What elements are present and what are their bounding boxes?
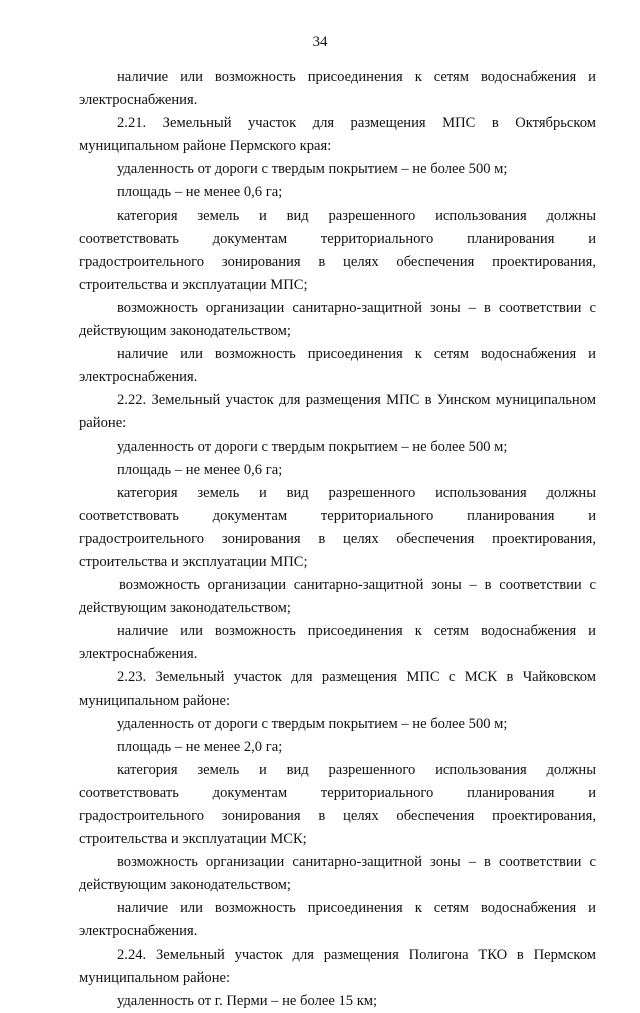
paragraph-sanitary-zone: возможность организации санитарно-защитной зоны – в соответствии с действующим законодательством; <box>79 854 596 894</box>
paragraph-road-distance: удаленность от дороги с твердым покрытием – не более 500 м; <box>117 161 508 178</box>
section-heading-2-21: 2.21. Земельный участок для размещения МПС в Октябрьском муниципальном районе Пермского края: <box>79 115 596 155</box>
section-heading-2-22: 2.22. Земельный участок для размещения МПС в Уинском муниципальном районе: <box>79 392 596 432</box>
section-heading-2-24: 2.24. Земельный участок для размещения Полигона ТКО в Пермском муниципальном районе: <box>79 946 596 986</box>
paragraph-water-power-connection: наличие или возможность присоединения к сетям водоснабжения и электроснабжения. <box>79 69 596 109</box>
paragraph-land-category: категория земель и вид разрешенного использования должны соответствовать документам территориального планирования и градостроительного зонирования в целях обеспечения проектирования, строительства и эксплуатации МПС; <box>79 484 596 570</box>
paragraph-sanitary-zone: возможность организации санитарно-защитной зоны – в соответствии с действующим законодательством; <box>79 577 596 617</box>
paragraph-water-power-connection: наличие или возможность присоединения к сетям водоснабжения и электроснабжения. <box>79 346 596 386</box>
paragraph-area: площадь – не менее 0,6 га; <box>117 461 283 478</box>
section-heading-2-23: 2.23. Земельный участок для размещения МПС с МСК в Чайковском муниципальном районе: <box>79 669 596 709</box>
paragraph-land-category: категория земель и вид разрешенного использования должны соответствовать документам территориального планирования и градостроительного зонирования в целях обеспечения проектирования, строительства и эксплуатации МСК; <box>79 761 596 848</box>
paragraph-sanitary-zone: возможность организации санитарно-защитной зоны – в соответствии с действующим законодательством; <box>79 299 596 340</box>
page-number: 34 <box>312 34 328 50</box>
paragraph-area: площадь – не менее 2,0 га; <box>117 738 283 755</box>
paragraph-land-category: категория земель и вид разрешенного использования должны соответствовать документам территориального планирования и градостроительного зонирования в целях обеспечения проектирования, строительства и эксплуатации МПС; <box>79 207 596 293</box>
document-body <box>79 66 596 1013</box>
paragraph-water-power-connection: наличие или возможность присоединения к сетям водоснабжения и электроснабжения. <box>79 623 596 663</box>
paragraph-road-distance: удаленность от дороги с твердым покрытием – не более 500 м; <box>117 715 508 732</box>
paragraph-area: площадь – не менее 0,6 га; <box>117 184 283 201</box>
paragraph-road-distance: удаленность от дороги с твердым покрытием – не более 500 м; <box>117 438 508 455</box>
paragraph-city-distance: удаленность от г. Перми – не более 15 км; <box>117 992 378 1009</box>
paragraph-water-power-connection: наличие или возможность присоединения к сетям водоснабжения и электроснабжения. <box>79 900 596 940</box>
